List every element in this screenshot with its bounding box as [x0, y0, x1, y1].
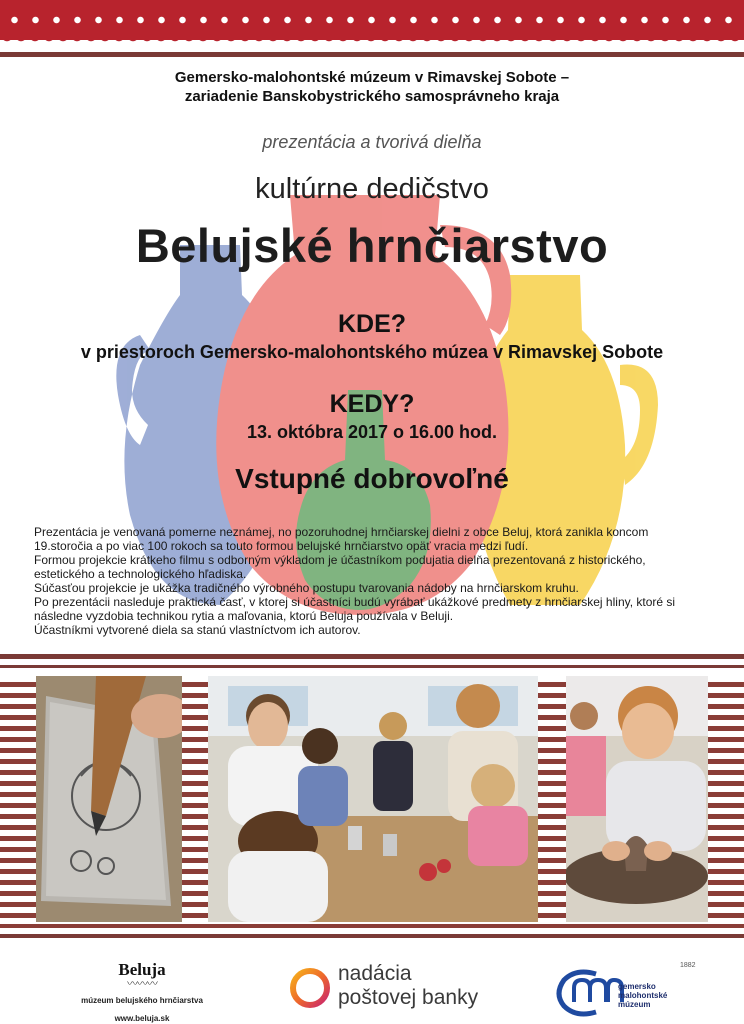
workshop-children-photo: [208, 676, 538, 922]
gmm-line-1: gemersko: [618, 982, 656, 991]
photo-strip-top-line-2: [0, 665, 744, 668]
pottery-wheel-boy-photo: [566, 676, 708, 922]
border-scallop: [0, 36, 744, 42]
gmm-museum-logo: [556, 962, 706, 1022]
gmm-text: [618, 982, 667, 1009]
organizer-line-1: Gemersko-malohontské múzeum v Rimavskej Sobote –: [174, 69, 570, 86]
description-line: Účastníkmi vytvorené diela sa stanú vlastníctvom ich autorov.: [34, 623, 361, 637]
description-line: Súčasťou projekcie je ukážka tradičného výrobného postupu tvarovania nádoby na hrnčiarskom kruhu.: [34, 581, 579, 595]
when-text: 13. októbra 2017 o 16.00 hod.: [246, 422, 498, 442]
description-line: Prezentácia je venovaná pomerne neznámej, no pozoruhodnej hrnčiarskej dielni z obce Beluj, ktorá zanikla koncom: [34, 525, 649, 539]
wave-icon: 〰〰〰: [127, 978, 157, 990]
engraving-tile-photo: [36, 676, 182, 922]
where-text: v priestoroch Gemersko-malohontského múzea v Rimavskej Sobote: [80, 342, 664, 362]
top-divider-line: [0, 52, 744, 57]
organizer-header: [0, 68, 744, 106]
description-line: 19.storočia a po viac 100 rokoch sa touto formou belujské hrnčiarstvo opäť vracia medzi ľudí.: [34, 539, 529, 553]
when-heading: KEDY?: [329, 390, 415, 418]
description-line: Po prezentácii nasleduje praktická časť, v ktorej si účastníci budú vyrábať ukážkové predmety z hrnčiarskej hliny, ktoré si: [34, 595, 676, 609]
beluja-subtitle: múzeum belujského hrnčiarstva: [81, 996, 203, 1005]
event-subtitle: prezentácia a tvorivá dielňa: [262, 132, 482, 152]
event-title: Belujské hrnčiarstvo: [135, 219, 609, 272]
top-decorative-border: [0, 0, 744, 40]
description-line: Formou projekcie krátkeho filmu s odborným výkladom je účastníkom podujatia dielňa prezentovaná z historického,: [34, 553, 646, 567]
nadacia-postovej-banky-logo: [288, 962, 498, 1018]
where-heading: KDE?: [337, 310, 407, 338]
beluja-museum-logo: [72, 960, 212, 1024]
nadacia-line-1: nadácia: [338, 962, 412, 985]
description: [34, 525, 724, 637]
gmm-mark-icon: [556, 966, 626, 1018]
beluja-name: Beluja: [118, 960, 166, 979]
entry-fee: Vstupné dobrovoľné: [235, 463, 509, 494]
gmm-line-2: malohontské: [618, 991, 668, 1000]
photo-strip-bottom-line: [0, 934, 744, 938]
gmm-year: 1882: [680, 962, 696, 969]
ring-icon: [288, 966, 332, 1010]
sponsor-logos: [0, 950, 744, 1024]
photo-strip-top-line: [0, 654, 744, 659]
description-line: následne vyzdobia technikou rytia a maľovania, ktorú Beluja používala v Beluji.: [34, 609, 454, 623]
nadacia-line-2: poštovej banky: [338, 986, 479, 1009]
description-line: estetického a technologického hľadiska.: [34, 567, 247, 581]
nadacia-text: [338, 962, 478, 1010]
organizer-line-2: zariadenie Banskobystrického samosprávneho kraja: [184, 88, 560, 105]
beluja-website: www.beluja.sk: [114, 1014, 170, 1023]
border-dots: [4, 14, 744, 26]
event-kicker: kultúrne dedičstvo: [255, 173, 489, 205]
gmm-line-3: múzeum: [618, 1000, 651, 1009]
